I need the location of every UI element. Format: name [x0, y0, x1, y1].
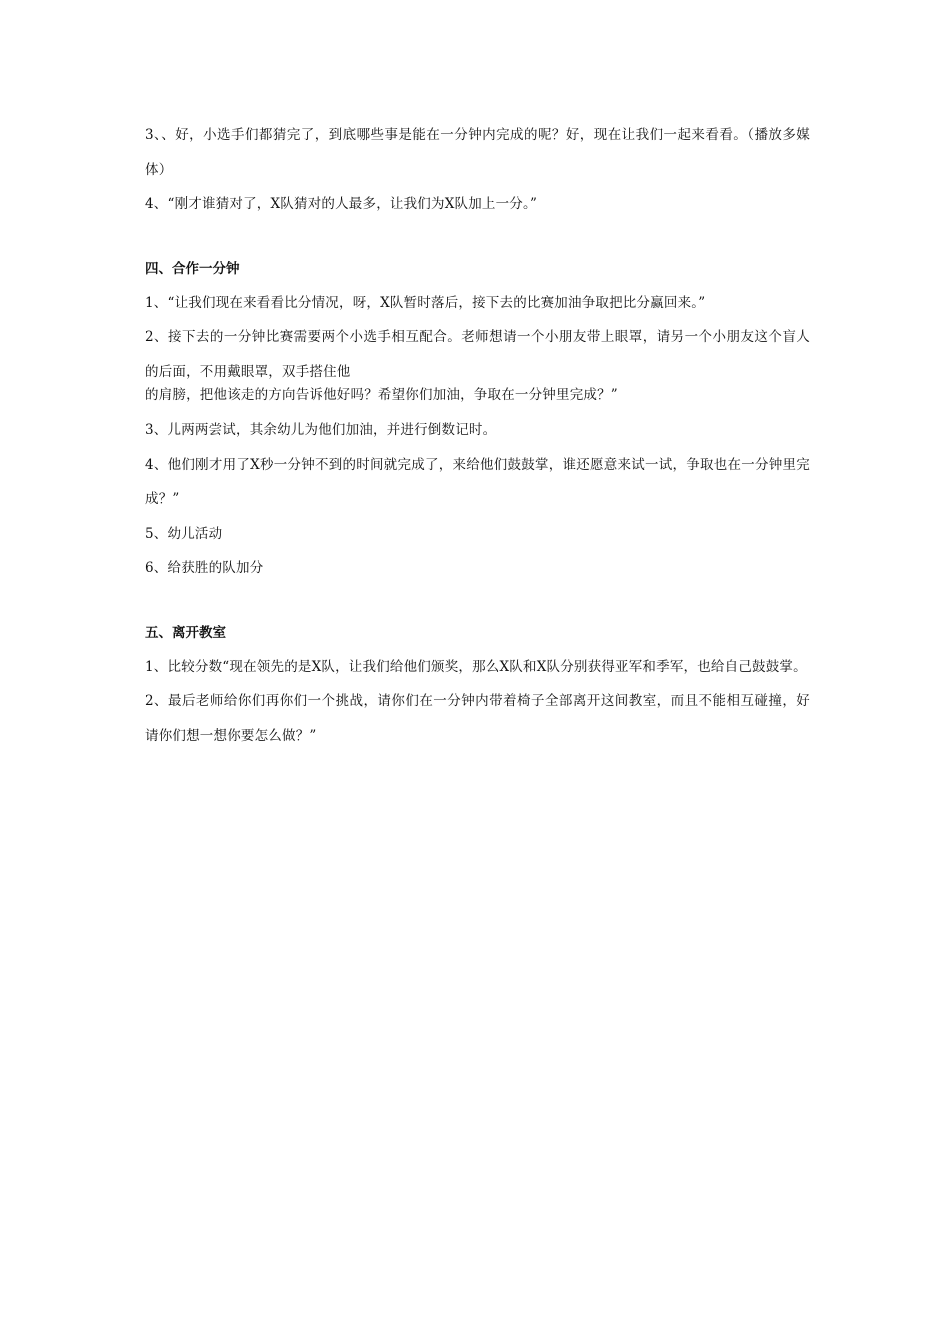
document-page	[145, 118, 810, 753]
section-gap	[145, 222, 810, 252]
paragraph-5-1: 1、比较分数“现在领先的是X队，让我们给他们颁奖，那么X队和X队分别获得亚军和季军，也给自己鼓鼓掌。	[145, 658, 807, 675]
paragraph-4-6: 6、给获胜的队加分	[145, 560, 264, 576]
paragraph-4-4: 4、他们刚才用了X秒一分钟不到的时间就完成了，来给他们鼓鼓掌，谁还愿意来试一试，争取也在一分钟里完成？”	[145, 456, 810, 507]
paragraph-4-5: 5、幼儿活动	[145, 525, 223, 542]
paragraph-4-2b: 的肩膀，把他该走的方向告诉他好吗？希望你们加油，争取在一分钟里完成？”	[145, 387, 618, 403]
paragraph-3-3: 3、、好，小选手们都猜完了，到底哪些事是能在一分钟内完成的呢？好，现在让我们一起来看看。（播放多媒体）	[145, 127, 810, 178]
paragraph-4-3: 3、儿两两尝试，其余幼儿为他们加油，并进行倒数记时。	[145, 422, 497, 438]
paragraph-4-2a: 2、接下去的一分钟比赛需要两个小选手相互配合。老师想请一个小朋友带上眼罩，请另一个小朋友这个盲人的后面，不用戴眼罩，双手搭住他	[145, 329, 810, 380]
paragraph-5-2: 2、最后老师给你们再你们一个挑战，请你们在一分钟内带着椅子全部离开这间教室，而且不能相互碰撞，好请你们想一想你要怎么做？”	[145, 693, 810, 744]
section-5-heading: 五、离开教室	[145, 624, 226, 641]
section-gap	[145, 586, 810, 616]
section-4-heading: 四、合作一分钟	[145, 260, 240, 277]
paragraph-3-4: 4、“刚才谁猜对了，X队猜对的人最多，让我们为X队加上一分。”	[145, 196, 538, 212]
paragraph-4-1: 1、“让我们现在来看看比分情况，呀，X队暂时落后，接下去的比赛加油争取把比分赢回来。”	[145, 294, 706, 311]
